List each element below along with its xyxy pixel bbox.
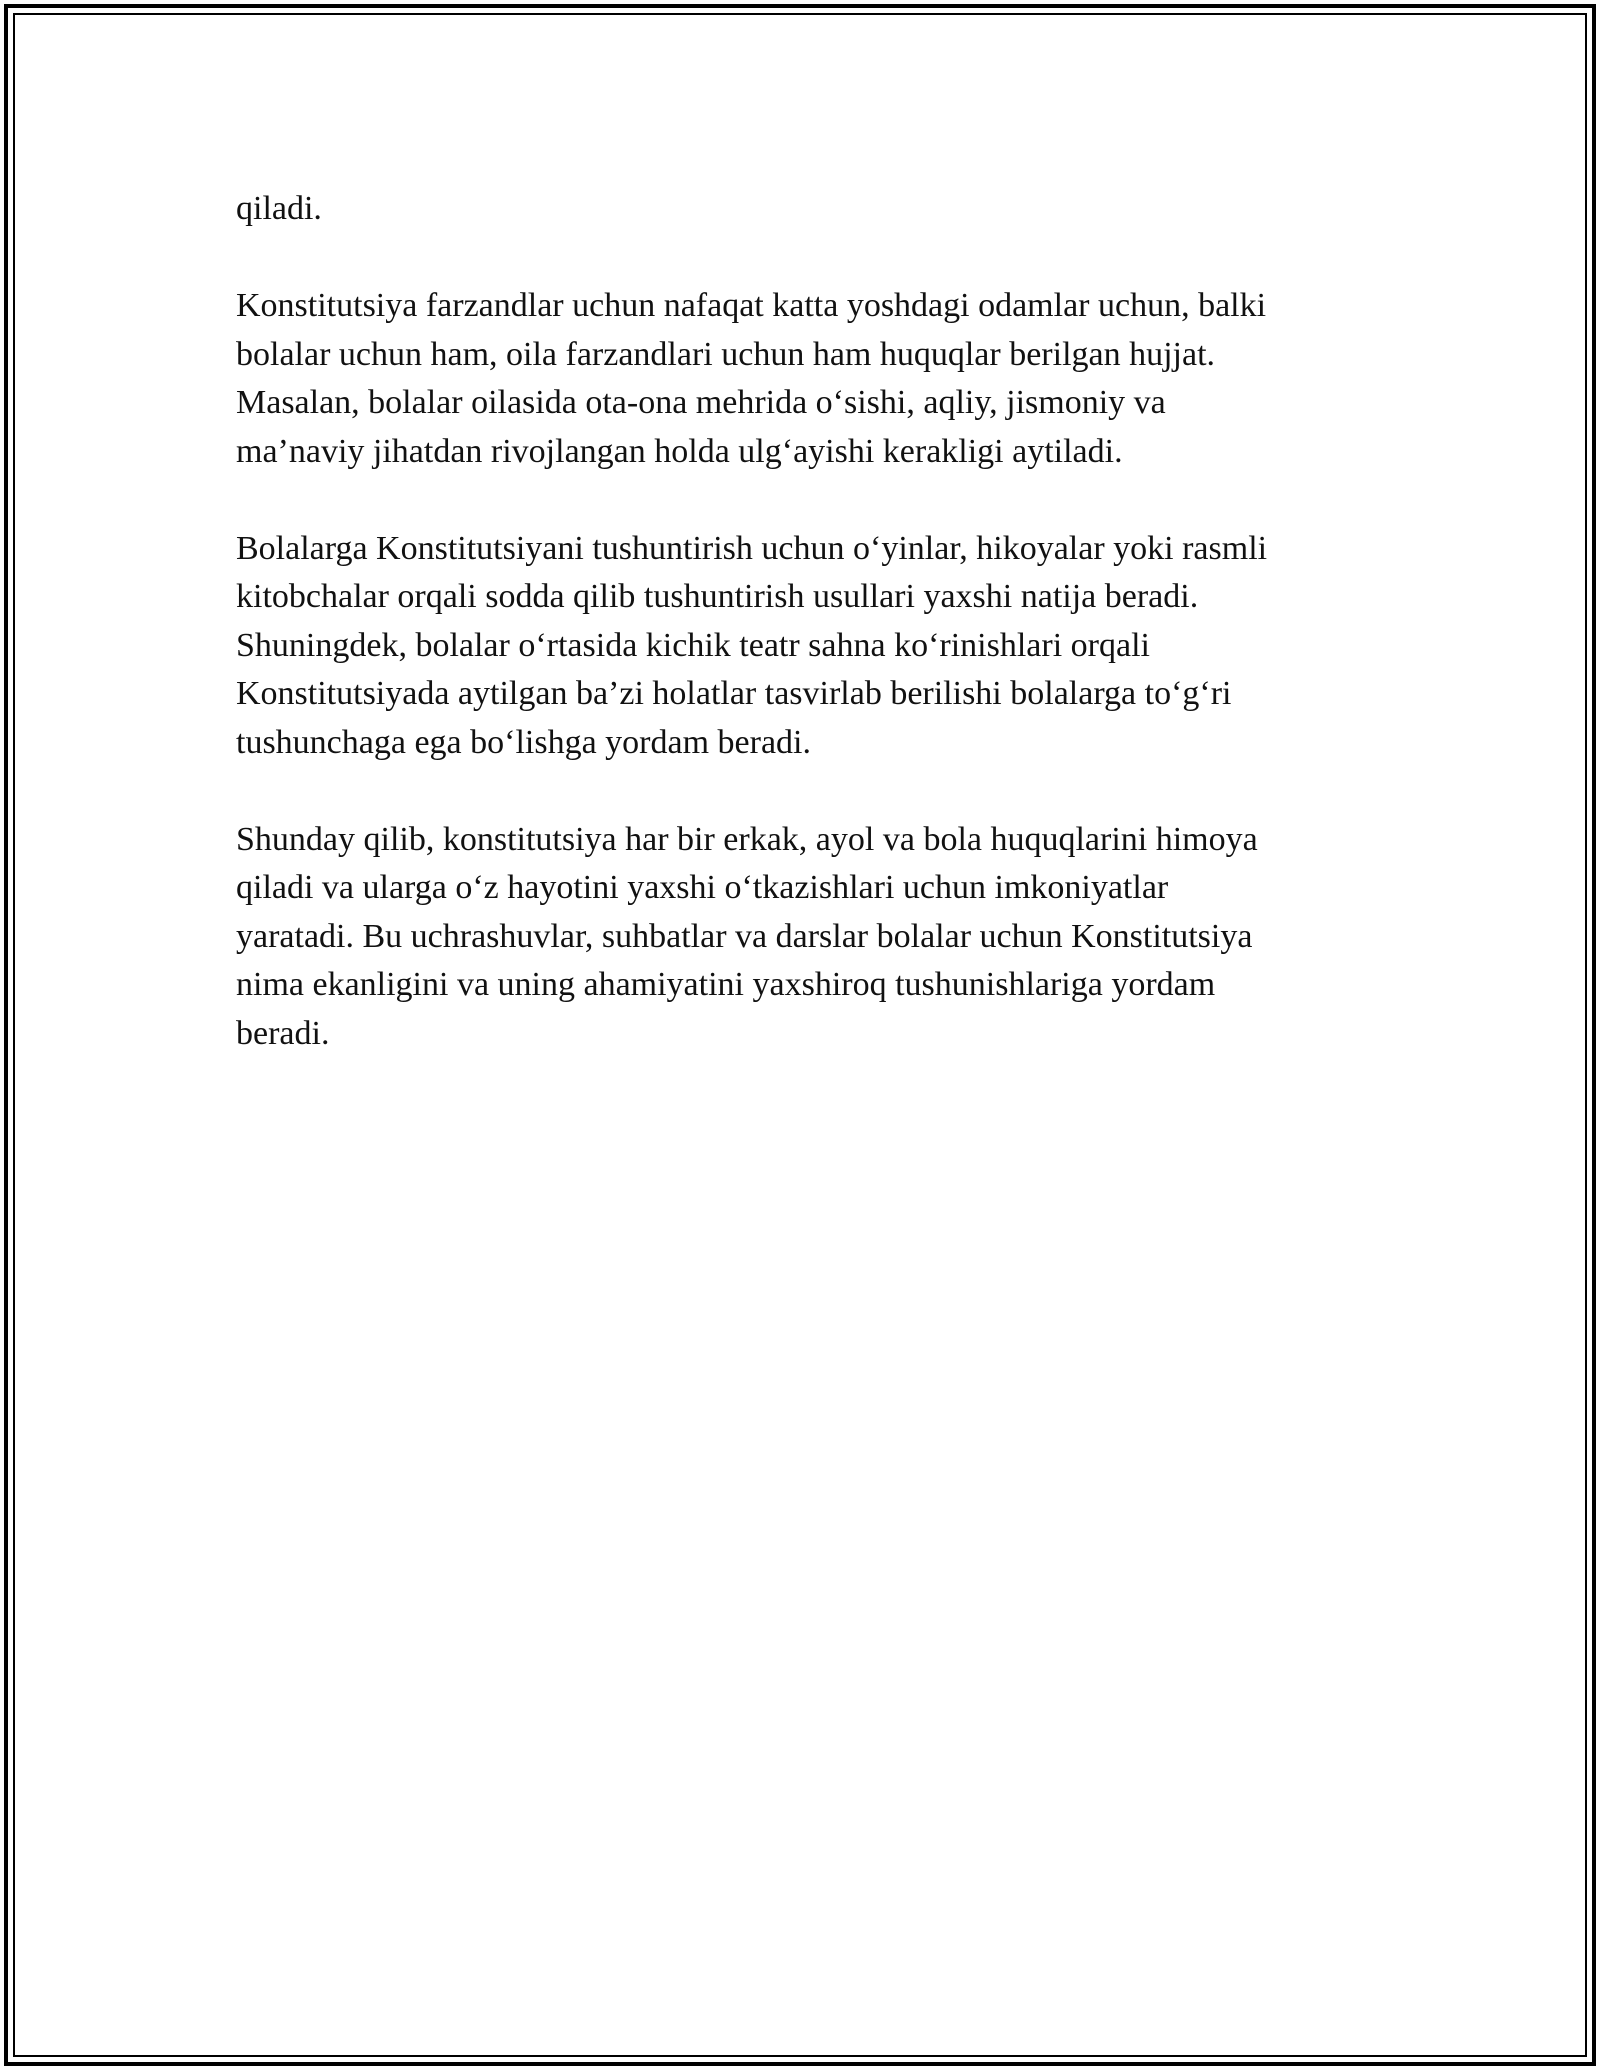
text-line: Konstitutsiyada aytilgan ba’zi holatlar tasvirlab berilishi bolalarga to‘g‘ri	[236, 675, 1232, 712]
text-line: Konstitutsiya farzandlar uchun nafaqat katta yoshdagi odamlar uchun, balki	[236, 287, 1267, 324]
text-line: beradi.	[236, 1014, 330, 1052]
document-body	[236, 185, 1366, 1107]
text-line: bolalar uchun ham, oila farzandlari uchun ham huquqlar berilgan hujjat.	[236, 335, 1216, 373]
text-line: Shuningdek, bolalar o‘rtasida kichik teatr sahna ko‘rinishlari orqali	[236, 626, 1150, 664]
text-line: Shunday qilib, konstitutsiya har bir erkak, ayol va bola huquqlarini himoya	[236, 820, 1258, 858]
text-line: tushunchaga ega bo‘lishga yordam beradi.	[236, 723, 811, 761]
text-line: nima ekanligini va uning ahamiyatini yaxshiroq tushunishlariga yordam	[236, 966, 1216, 1003]
paragraph-2	[236, 282, 1366, 476]
text-line: kitobchalar orqali sodda qilib tushuntirish usullari yaxshi natija beradi.	[236, 578, 1199, 615]
text-line: Bolalarga Konstitutsiyani tushuntirish uchun o‘yinlar, hikoyalar yoki rasmli	[236, 529, 1268, 567]
text-line: Masalan, bolalar oilasida ota-ona mehrida o‘sishi, aqliy, jismoniy va	[236, 384, 1166, 421]
text-line: ma’naviy jihatdan rivojlangan holda ulg‘ayishi kerakligi aytiladi.	[236, 432, 1123, 470]
paragraph-1	[236, 185, 1366, 234]
paragraph-4	[236, 816, 1366, 1059]
text-line: qiladi.	[236, 190, 322, 227]
paragraph-3	[236, 525, 1366, 768]
text-line: yaratadi. Bu uchrashuvlar, suhbatlar va darslar bolalar uchun Konstitutsiya	[236, 917, 1253, 955]
text-line: qiladi va ularga o‘z hayotini yaxshi o‘tkazishlari uchun imkoniyatlar	[236, 869, 1169, 906]
